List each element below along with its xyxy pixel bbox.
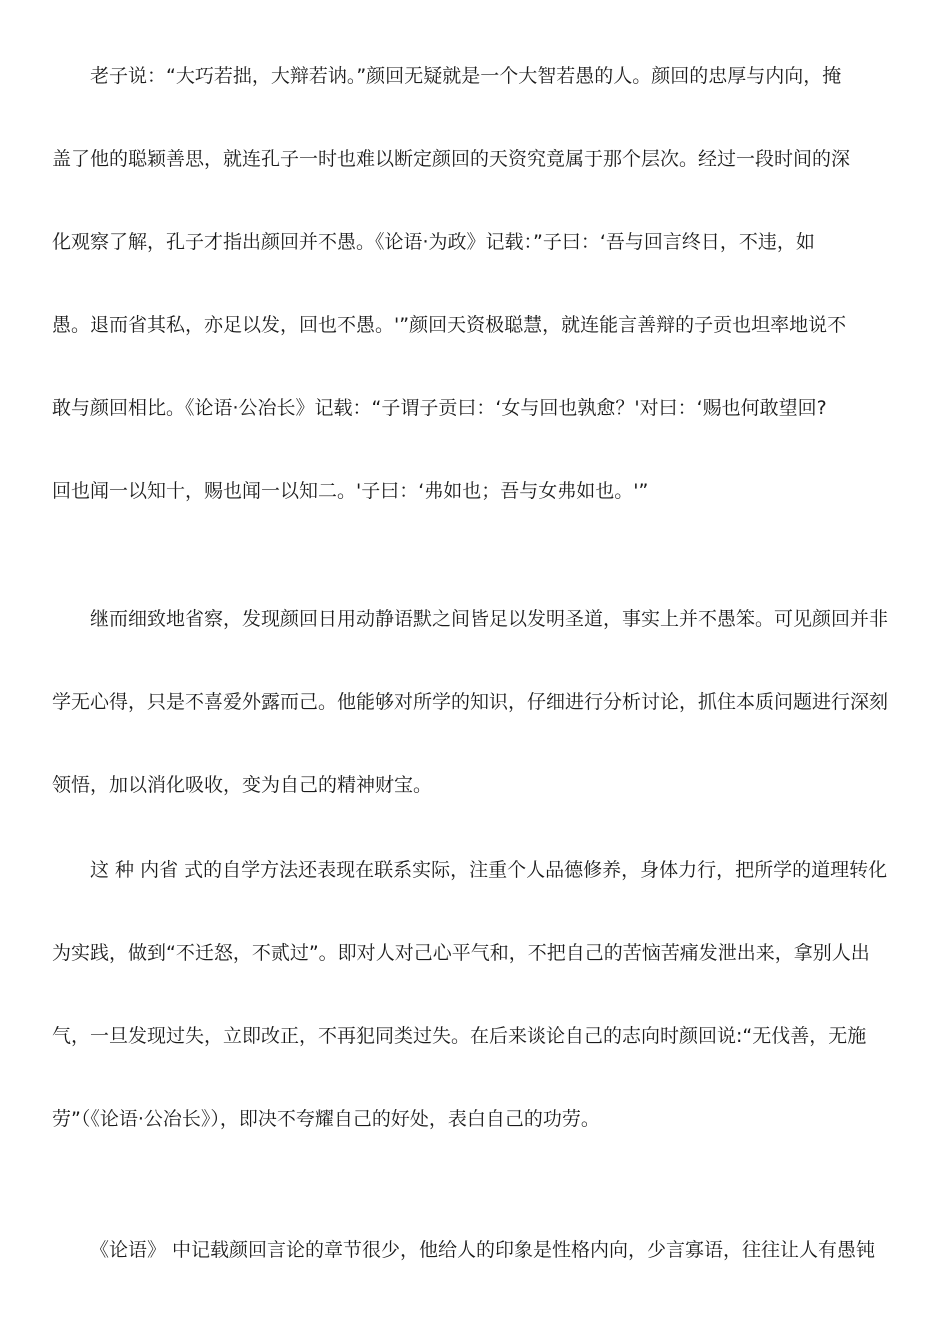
paragraph-1-line-5: 敢与颜回相比。《论语·公冶长》记载：“子谓子贡曰：‘女与回也孰愈？'对曰：‘赐也何敢望回? <box>52 397 827 419</box>
paragraph-1-line-1: 老子说：“大巧若拙，大辩若讷。”颜回无疑就是一个大智若愚的人。颜回的忠厚与内向，掩 <box>90 65 842 87</box>
paragraph-2-line-2: 学无心得，只是不喜爱外露而己。他能够对所学的知识，仔细进行分析讨论，抓住本质问题进行深刻 <box>52 691 889 713</box>
paragraph-1-line-3: 化观察了解，孔子才指出颜回并不愚。《论语·为政》记载：”子曰：‘吾与回言终日，不违，如 <box>52 231 815 253</box>
paragraph-2-line-1: 继而细致地省察，发现颜回日用动静语默之间皆足以发明圣道，事实上并不愚笨。可见颜回并非 <box>90 608 889 630</box>
paragraph-1-line-6: 回也闻一以知十，赐也闻一以知二。'子曰：‘弗如也；吾与女弗如也。'” <box>52 480 649 502</box>
paragraph-4-line-1: 《论语》 中记载颜回言论的章节很少，他给人的印象是性格内向，少言寡语，往往让人有愚钝 <box>90 1239 876 1261</box>
paragraph-3-line-4: 劳”（《论语·公冶长》），即决不夸耀自己的好处，表白自己的功劳。 <box>52 1108 600 1130</box>
paragraph-1-line-4: 愚。退而省其私，亦足以发，回也不愚。'”颜回天资极聪慧，就连能言善辩的子贡也坦率地说不 <box>52 314 847 336</box>
paragraph-1-line-2: 盖了他的聪颖善思，就连孔子一时也难以断定颜回的天资究竟属于那个层次。经过一段时间的深 <box>52 148 851 170</box>
paragraph-3-line-3: 气，一旦发现过失，立即改正，不再犯同类过失。在后来谈论自己的志向时颜回说:“无伐善，无施 <box>52 1025 867 1047</box>
paragraph-3-line-2: 为实践，做到“不迁怒，不贰过”。即对人对己心平气和，不把自己的苦恼苦痛发泄出来，拿别人出 <box>52 942 870 964</box>
paragraph-2-line-3: 领悟，加以消化吸收，变为自己的精神财宝。 <box>52 774 433 796</box>
paragraph-3-line-1: 这 种 内省 式的自学方法还表现在联系实际，注重个人品德修养，身体力行，把所学的道理转化 <box>90 859 888 881</box>
